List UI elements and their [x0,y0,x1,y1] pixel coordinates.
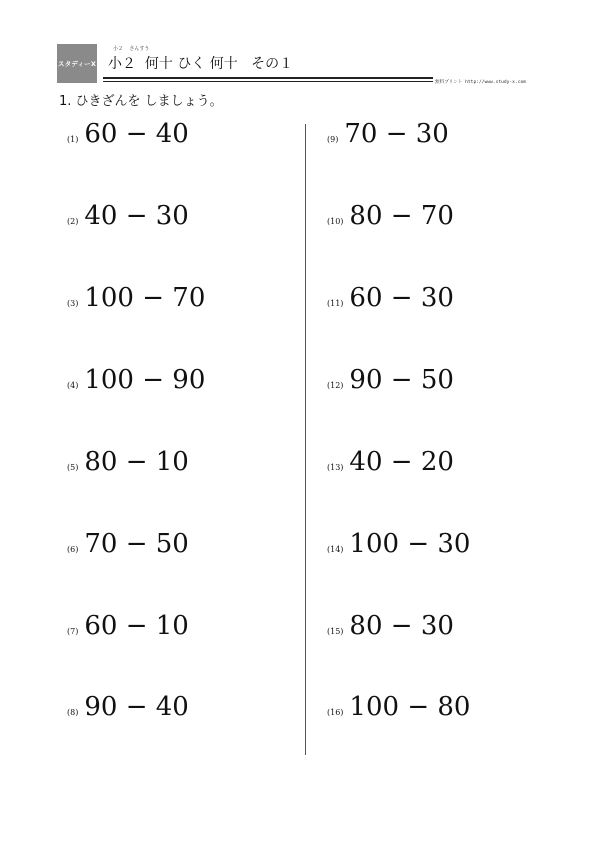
site-credit: 無料プリント http://www.study-x.com [435,80,526,85]
problem-15 [327,611,454,641]
column-divider [305,124,306,755]
problem-expression: 70 − 30 [344,119,449,149]
logo: スタディーX [57,44,97,83]
problem-number: (1) [67,135,79,144]
problem-11 [327,283,454,313]
problem-number: (6) [67,545,79,554]
problem-2 [67,201,189,231]
title-underline [103,77,433,79]
problem-expression: 100 − 90 [84,365,206,395]
problem-12 [327,365,454,395]
problem-number: (8) [67,708,79,717]
page-title: 小２ 何十 ひく 何十 その１ [108,56,294,72]
problem-expression: 80 − 70 [349,201,454,231]
problem-7 [67,611,189,641]
problem-expression: 40 − 20 [349,447,454,477]
problem-16 [327,692,470,722]
problem-expression: 60 − 30 [349,283,454,313]
problem-number: (15) [327,627,344,636]
problem-number: (16) [327,708,344,717]
problem-number: (9) [327,135,339,144]
problem-expression: 100 − 70 [84,283,206,313]
problem-expression: 90 − 50 [349,365,454,395]
problem-expression: 100 − 30 [349,529,471,559]
problem-3 [67,283,205,313]
problem-number: (4) [67,381,79,390]
problem-number: (10) [327,217,344,226]
problem-8 [67,692,189,722]
problem-expression: 80 − 30 [349,611,454,641]
problem-9 [327,119,449,149]
title-underline-thin [103,81,433,82]
title-ruby: 小２ さんすう [113,46,150,52]
problem-number: (3) [67,299,79,308]
problem-number: (7) [67,627,79,636]
problem-expression: 80 − 10 [84,447,189,477]
problem-expression: 100 − 80 [349,692,471,722]
problem-13 [327,447,454,477]
problem-number: (12) [327,381,344,390]
problem-expression: 70 − 50 [84,529,189,559]
problem-1 [67,119,189,149]
problem-expression: 60 − 40 [84,119,189,149]
problem-6 [67,529,189,559]
problem-expression: 60 − 10 [84,611,189,641]
problem-number: (2) [67,217,79,226]
problem-4 [67,365,205,395]
problem-14 [327,529,470,559]
problem-expression: 40 − 30 [84,201,189,231]
problem-number: (14) [327,545,344,554]
problem-10 [327,201,454,231]
problem-number: (11) [327,299,344,308]
problem-expression: 90 − 40 [84,692,189,722]
problem-number: (5) [67,463,79,472]
instruction: 1. ひきざんを しましょう。 [59,94,223,109]
problem-5 [67,447,189,477]
problem-number: (13) [327,463,344,472]
